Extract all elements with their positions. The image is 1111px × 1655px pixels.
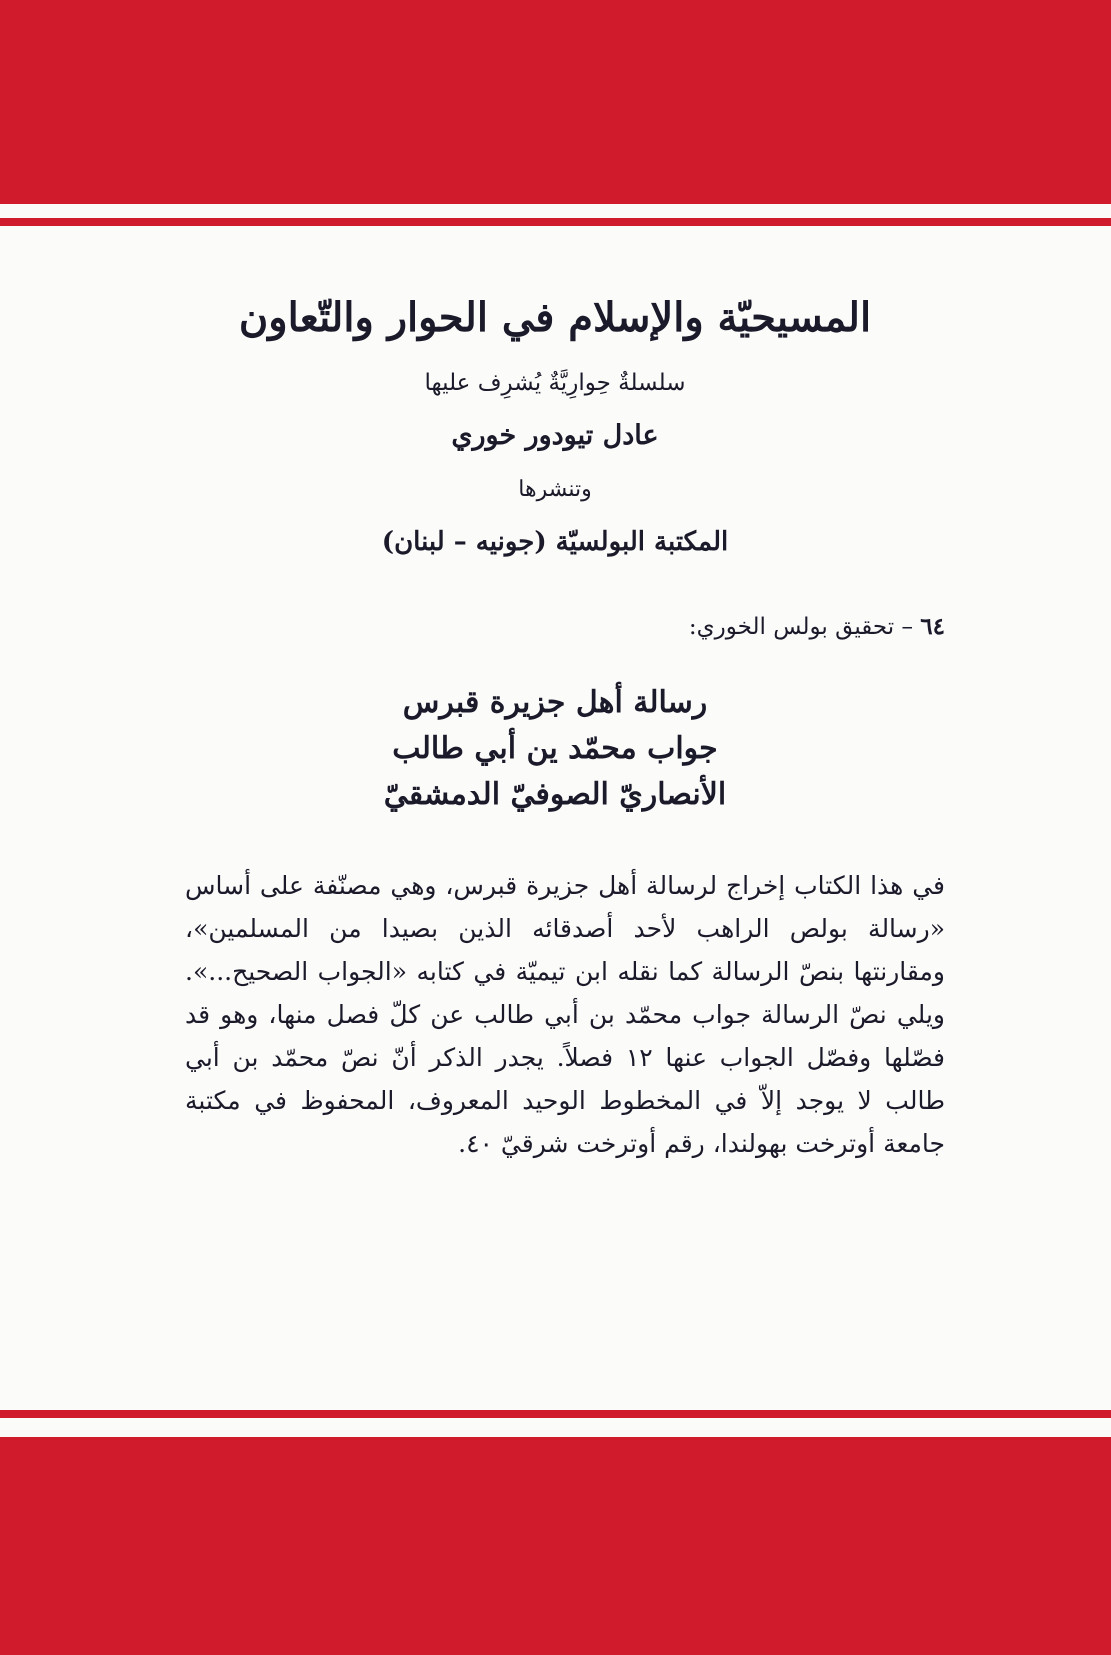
book-title-line-3: الأنصاريّ الصوفيّ الدمشقيّ: [383, 777, 727, 812]
volume-number: ٦٤: [920, 613, 945, 640]
top-red-band: [0, 0, 1111, 204]
volume-editor: – تحقيق بولس الخوري:: [688, 614, 913, 640]
bottom-red-stripe: [0, 1410, 1111, 1418]
series-editor: عادل تيودور خوري: [451, 420, 659, 451]
book-title-line-2: جواب محمّد ين أبي طالب: [392, 731, 718, 766]
book-title-line-1: رسالة أهل جزيرة قبرس: [402, 685, 708, 720]
publisher-name: المكتبة البولسيّة (جونيه – لبنان): [381, 527, 729, 557]
book-description: في هذا الكتاب إخراج لرسالة أهل جزيرة قبرس، وهي مصنّفة على أساس «رسالة بولص الراهب لأحد أصدقائه الذين بصيدا من المسلمين»، ومقارنتها بنصّ الرسالة كما نقله ابن تيميّة في كتابه «الجواب الصحيح...». ويلي نصّ الرسالة جواب محمّد بن أبي طالب عن كلّ فصل منها، وهو قد فصّلها وفصّل الجواب عنها ١٢ فصلاً. يجدر الذكر أنّ نصّ محمّد بن أبي طالب لا يوجد إلاّ في المخطوط الوحيد المعروف، المحفوظ في مكتبة جامعة أوترخت بهولندا، رقم أوترخت شرقيّ ٤٠.: [185, 871, 946, 1158]
volume-line: [60, 610, 945, 644]
series-title: المسيحيّة والإسلام في الحوار والتّعاون: [238, 294, 872, 341]
book-title: [60, 680, 1050, 818]
publisher-label: وتنشرها: [518, 477, 592, 502]
bottom-red-band: [0, 1437, 1111, 1655]
series-subtitle: سلسلةٌ حِوارِيَّةٌ يُشرِف عليها: [424, 370, 686, 396]
cover-content: [60, 260, 1050, 1165]
top-red-stripe: [0, 218, 1111, 226]
